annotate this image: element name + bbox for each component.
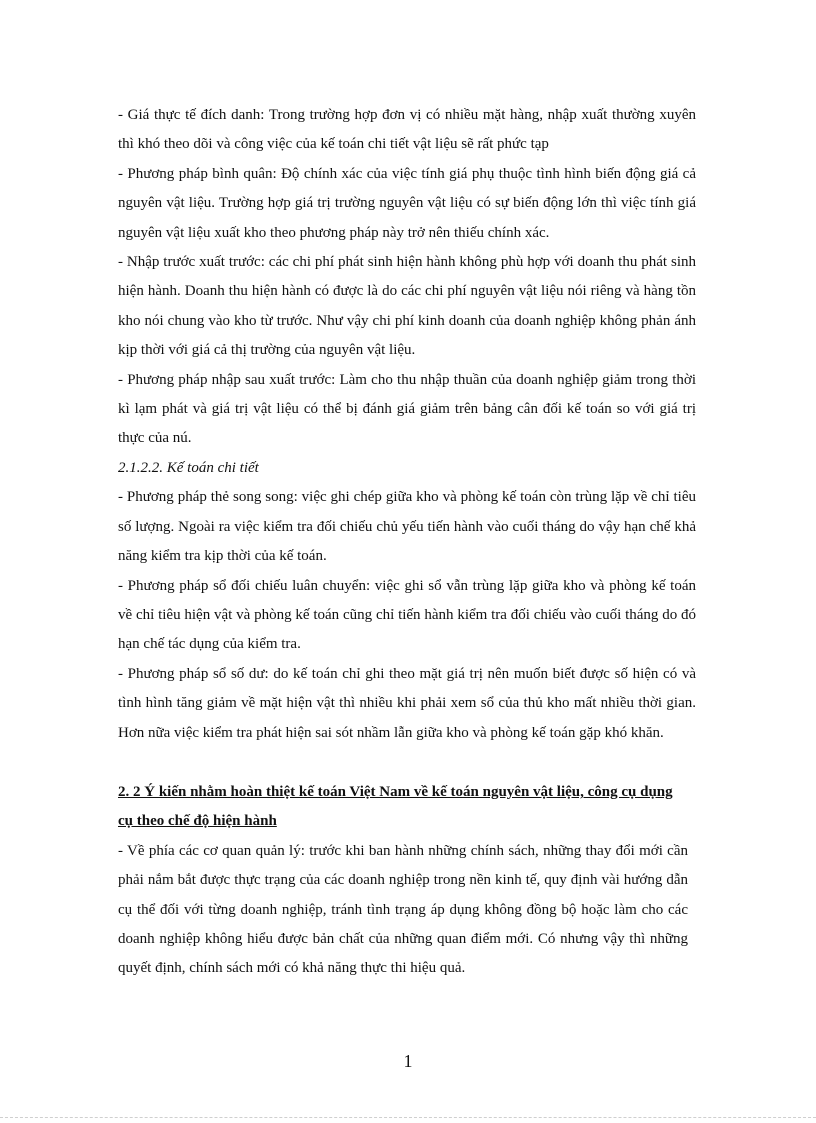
paragraph-rotation-ledger: - Phương pháp sổ đối chiếu luân chuyển: việc ghi sổ vẫn trùng lặp giữa kho và phòng kế toán về chỉ tiêu hiện vật và phòng kế toán cũng chỉ tiến hành kiểm tra đối chiếu vào cuối tháng do đó hạn chế tác dụng của kiểm tra.: [118, 577, 696, 653]
paragraph-parallel-card: - Phương pháp thẻ song song: việc ghi chép giữa kho và phòng kế toán còn trùng lặp về chỉ tiêu số lượng. Ngoài ra việc kiểm tra đối chiếu chủ yếu tiến hành vào cuối tháng do vậy hạn chế khả năng kiểm tra kịp thời của kế toán.: [118, 489, 696, 565]
page-bottom-divider: [0, 1117, 816, 1118]
paragraph-management-agencies: - Về phía các cơ quan quản lý: trước khi ban hành những chính sách, những thay đổi mới cần phải nắm bắt được thực trạng của các doanh nghiệp trong nền kinh tế, quy định vài hướng dẫn cụ thể đối với từng doanh nghiệp, tránh tình trạng áp dụng không đồng bộ hoặc làm cho các doanh nghiệp không hiểu được bản chất của những quan điểm mới. Có nhưng vậy thì những quyết định, chính sách mới có khả năng thực thi hiệu quả.: [118, 842, 688, 977]
paragraph-average-method: - Phương pháp bình quân: Độ chính xác của việc tính giá phụ thuộc tình hình biến động giá cả nguyên vật liệu. Trường hợp giá trị trường nguyên vật liệu có sự biến động lớn thì việc tính giá nguyên vật liệu xuất kho theo phương pháp này trở nên thiếu chính xác.: [118, 165, 696, 241]
section-title: 2. 2 Ý kiến nhằm hoàn thiệt kế toán Việt Nam về kế toán nguyên vật liệu, công cụ dụng cụ theo chế độ hiện hành: [118, 783, 673, 830]
page-content: [118, 101, 696, 984]
paragraph-lifo: - Phương pháp nhập sau xuất trước: Làm cho thu nhập thuần của doanh nghiệp giảm trong thời kì lạm phát và giá trị vật liệu có thể bị đánh giá giảm trên bảng cân đối kế toán so với giá trị thực của nú.: [118, 371, 696, 447]
paragraph-balance-ledger: - Phương pháp sổ số dư: do kế toán chỉ ghi theo mặt giá trị nên muốn biết được số hiện có và tình hình tăng giảm về mặt hiện vật thì nhiều khi phải xem sổ của thủ kho mất nhiều thời gian. Hơn nữa việc kiểm tra phát hiện sai sót nhầm lẫn giữa kho và phòng kế toán gặp khó khăn.: [118, 665, 696, 741]
paragraph-fifo: - Nhập trước xuất trước: các chi phí phát sinh hiện hành không phù hợp với doanh thu phát sinh hiện hành. Doanh thu hiện hành có được là do các chi phí nguyên vật liệu nói riêng và hàng tồn kho nói chung vào kho từ trước. Như vậy chi phí kinh doanh của doanh nghiệp không phản ánh kịp thời với giá cả thị trường của nguyên vật liệu.: [118, 254, 696, 359]
subheading-detailed-accounting: 2.1.2.2. Kế toán chi tiết: [118, 459, 259, 476]
page-number: 1: [403, 1051, 413, 1071]
paragraph-actual-price: - Giá thực tế đích danh: Trong trường hợp đơn vị có nhiều mặt hàng, nhập xuất thường xuyên thì khó theo dõi và công việc của kế toán chi tiết vật liệu sẽ rất phức tạp: [118, 107, 696, 153]
